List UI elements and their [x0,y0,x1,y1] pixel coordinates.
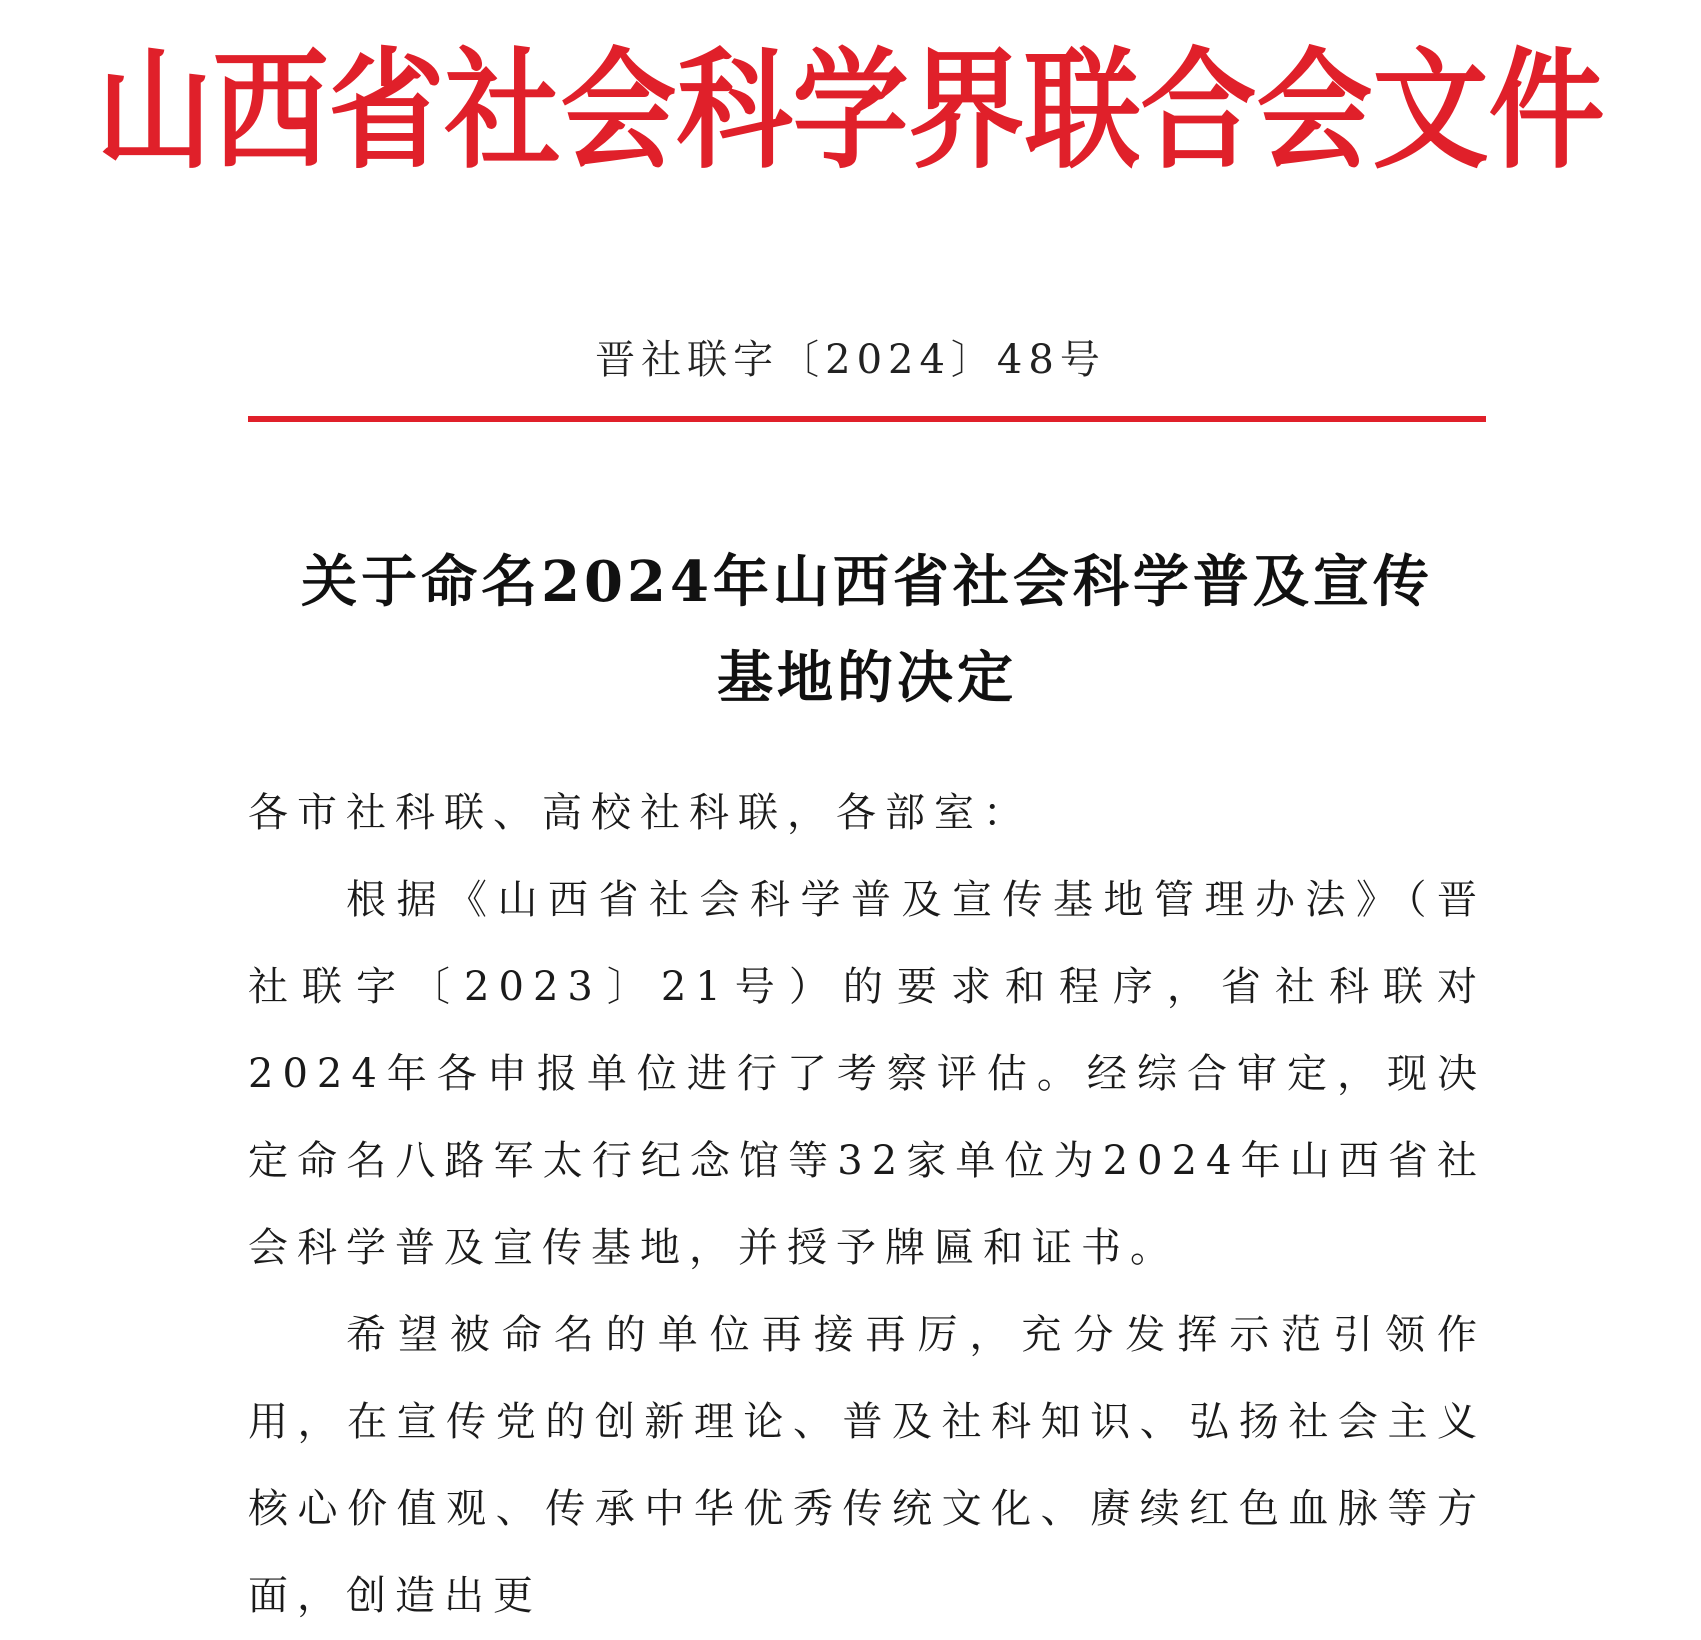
title-line-2: 基地的决定 [717,645,1017,711]
document-number: 晋社联字〔2024〕48号 [595,337,1106,383]
red-divider-line [248,416,1486,422]
body-paragraph-2: 希望被命名的单位再接再厉，充分发挥示范引领作用，在宣传党的创新理论、普及社科知识、弘扬社会主义核心价值观、传承中华优秀传统文化、赓续红色血脉等方面，创造出更 [248,1312,1486,1619]
title-line-1: 关于命名2024年山西省社会科学普及宣传 [301,549,1433,615]
document-masthead: 山西省社会科学界联合会文件 [96,35,1605,188]
salutation: 各市社科联、高校社科联，各部室： [248,790,1032,836]
body-paragraph-1: 根据《山西省社会科学普及宣传基地管理办法》（晋社联字〔2023〕21号）的要求和程序，省社科联对2024年各申报单位进行了考察评估。经综合审定，现决定命名八路军太行纪念馆等32家单位为2024年山西省社会科学普及宣传基地，并授予牌匾和证书。 [248,877,1486,1271]
document-title [248,534,1486,726]
